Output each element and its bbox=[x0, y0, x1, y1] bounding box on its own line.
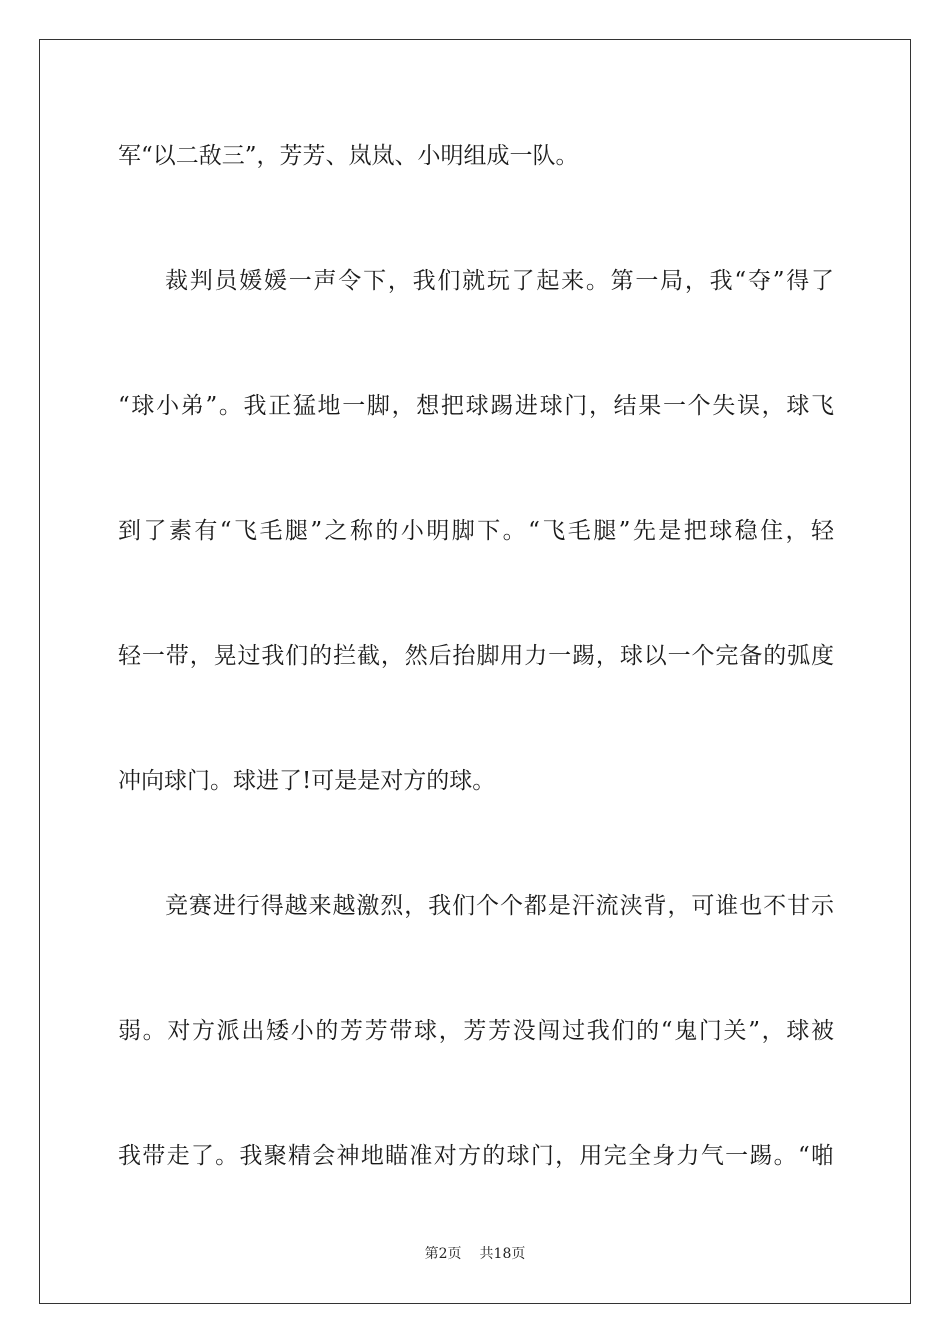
page-number: 第2页 bbox=[424, 1246, 462, 1262]
text-line: 竞赛进行得越来越激烈，我们个个都是汗流浃背，可谁也不甘示 bbox=[165, 893, 834, 919]
text-line: 弱。对方派出矮小的芳芳带球，芳芳没闯过我们的“鬼门关”，球被 bbox=[118, 1018, 834, 1044]
page-total: 共18页 bbox=[479, 1246, 526, 1262]
text-line: 我带走了。我聚精会神地瞄准对方的球门，用完全身力气一踢。“啪 bbox=[118, 1143, 834, 1169]
text-line: 轻一带，晃过我们的拦截，然后抬脚用力一踢，球以一个完备的弧度 bbox=[118, 643, 834, 669]
text-line: 军“以二敌三”，芳芳、岚岚、小明组成一队。 bbox=[118, 143, 579, 169]
text-line: “球小弟”。我正猛地一脚，想把球踢进球门，结果一个失误，球飞 bbox=[118, 393, 834, 419]
page-footer bbox=[0, 1244, 950, 1264]
text-line: 裁判员媛媛一声令下，我们就玩了起来。第一局，我“夺”得了 bbox=[165, 268, 834, 294]
text-line: 冲向球门。球进了!可是是对方的球。 bbox=[118, 768, 496, 794]
text-line: 到了素有“飞毛腿”之称的小明脚下。“飞毛腿”先是把球稳住，轻 bbox=[118, 518, 834, 544]
